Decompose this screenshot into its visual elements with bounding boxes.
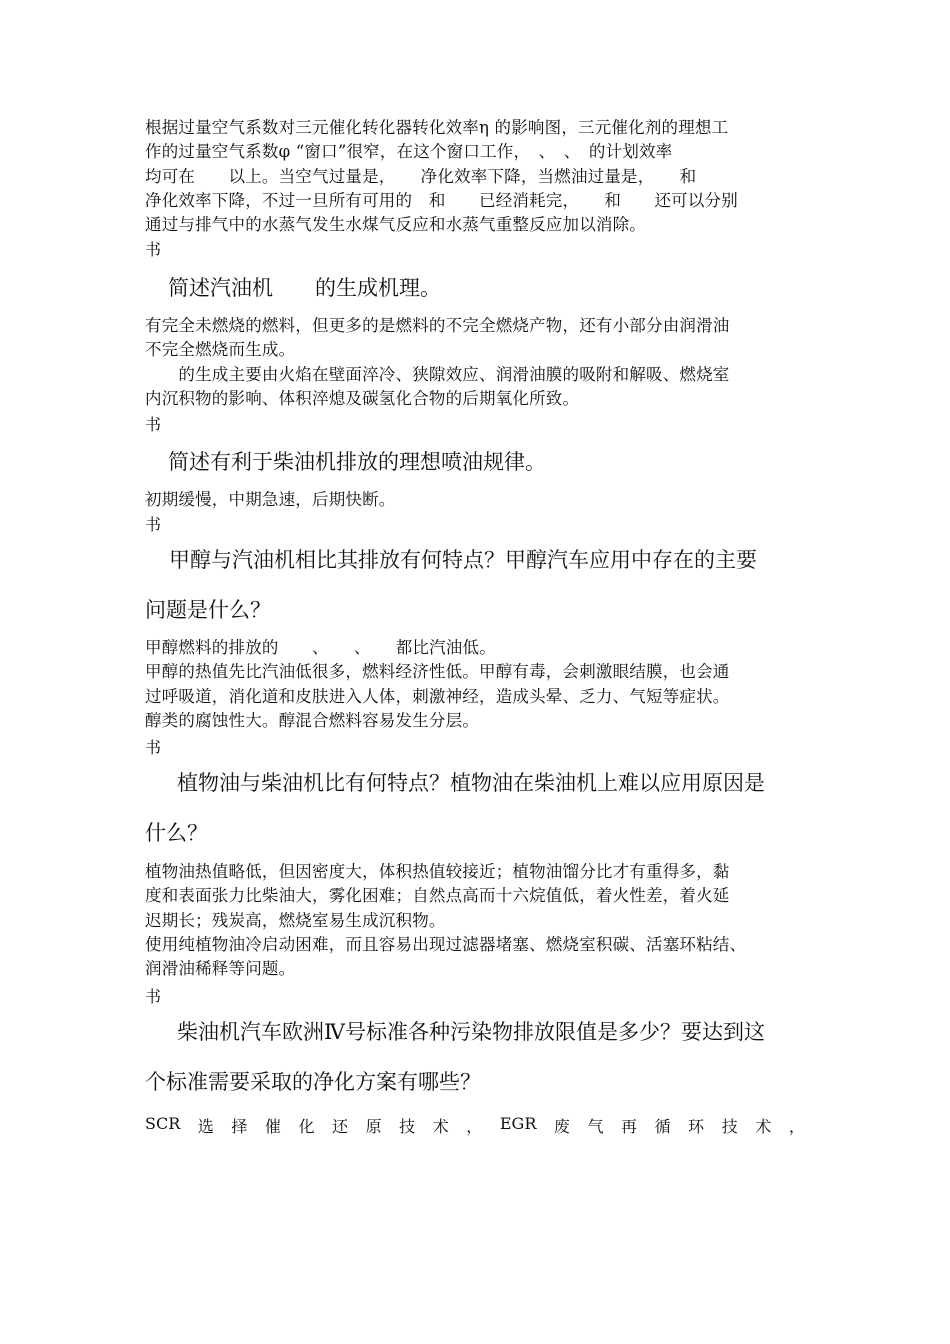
- text-line: 迟期长；残炭高，燃烧室易生成沉积物。: [145, 910, 446, 930]
- answer-3: [145, 636, 809, 733]
- word: 原: [365, 1117, 382, 1136]
- section-marker: 书: [145, 738, 162, 757]
- section-marker: 书: [145, 987, 162, 1006]
- section-marker: 书: [145, 415, 162, 434]
- text-line: 不完全燃烧而生成。: [145, 340, 296, 360]
- word: 技: [721, 1117, 738, 1136]
- section-marker: 书: [145, 240, 162, 259]
- text-line: 作的过量空气系数φ “窗口”很窄，在这个窗口工作， 、 、 的计划效率: [145, 142, 673, 162]
- text-line: 度和表面张力比柴油大，雾化困难；自然点高而十六烷值低，着火性差，着火延: [145, 886, 730, 906]
- text-line: 甲醇燃料的排放的 、 、 都比汽油低。: [145, 638, 496, 657]
- answer-4: [145, 860, 809, 981]
- word: 术: [432, 1117, 449, 1136]
- text-line: 有完全未燃烧的燃料，但更多的是燃料的不完全燃烧产物，还有小部分由润滑油: [145, 316, 730, 335]
- text-line: 内沉积物的影响、体积淬熄及碳氢化合物的后期氧化所致。: [145, 388, 580, 408]
- question-2: 简述有利于柴油机排放的理想喷油规律。: [168, 450, 546, 474]
- text-line: 过呼吸道，消化道和皮肤进入人体，刺激神经，造成头晕、乏力、气短等症状。: [145, 686, 730, 706]
- question-line: 个标准需要采取的净化方案有哪些？: [145, 1070, 481, 1094]
- text-line: 均可在 以上。当空气过量是， 净化效率下降，当燃油过量是， 和: [145, 166, 697, 186]
- word: 气: [587, 1117, 604, 1136]
- section-marker: 书: [145, 515, 162, 534]
- answer-2: [145, 488, 809, 512]
- question-line: 甲醇与汽油机相比其排放有何特点？甲醇汽车应用中存在的主要: [169, 548, 757, 572]
- answer-1: [145, 314, 809, 411]
- text-line: 的生成主要由火焰在壁面淬冷、狭隙效应、润滑油膜的吸附和解吸、燃烧室: [145, 364, 730, 384]
- word: 选: [197, 1117, 214, 1136]
- question-5: [145, 1016, 817, 1098]
- intro-paragraph: [145, 116, 809, 237]
- word: 化: [298, 1117, 315, 1136]
- word: 择: [231, 1117, 248, 1136]
- text-line: 通过与排气中的水蒸气发生水煤气反应和水蒸气重整反应加以消除。: [145, 215, 646, 235]
- question-3: [145, 544, 809, 626]
- word: 技: [399, 1117, 416, 1136]
- text-line: 使用纯植物油冷启动困难，而且容易出现过滤器堵塞、燃烧室积碳、活塞环粘结、: [145, 934, 747, 954]
- word: 废: [553, 1117, 570, 1136]
- question-line: 柴油机汽车欧洲Ⅳ号标准各种污染物排放限值是多少？要达到这: [177, 1020, 765, 1044]
- text-line: 根据过量空气系数对三元催化转化器转化效率η 的影响图，三元催化剂的理想工: [145, 118, 729, 137]
- question-line: 什么？: [145, 821, 208, 845]
- answer-5-justified-line: [145, 1114, 805, 1137]
- word: EGR: [499, 1114, 537, 1133]
- word: 循: [654, 1117, 671, 1136]
- text-line: 初期缓慢，中期急速，后期快断。: [145, 490, 396, 509]
- text-line: 净化效率下降，不过一旦所有可用的 和 已经消耗完， 和 还可以分别: [145, 190, 738, 210]
- text-line: 甲醇的热值先比汽油低很多，燃料经济性低。甲醇有毒，会刺激眼结膜，也会通: [145, 662, 730, 682]
- word: 催: [264, 1117, 281, 1136]
- text-line: 醇类的腐蚀性大。醇混合燃料容易发生分层。: [145, 710, 479, 730]
- word: SCR: [145, 1114, 181, 1133]
- word: 还: [332, 1117, 349, 1136]
- word: ，: [788, 1117, 805, 1136]
- word: ，: [466, 1117, 483, 1136]
- word: 环: [688, 1117, 705, 1136]
- word: 术: [755, 1117, 772, 1136]
- text-line: 润滑油稀释等问题。: [145, 959, 296, 979]
- question-line: 问题是什么？: [145, 598, 271, 622]
- question-4: [145, 767, 817, 849]
- question-line: 植物油与柴油机比有何特点？植物油在柴油机上难以应用原因是: [177, 771, 765, 795]
- text-line: 植物油热值略低，但因密度大，体积热值较接近；植物油馏分比才有重得多，黏: [145, 862, 730, 881]
- question-1: 简述汽油机 的生成机理。: [168, 276, 441, 300]
- word: 再: [621, 1117, 638, 1136]
